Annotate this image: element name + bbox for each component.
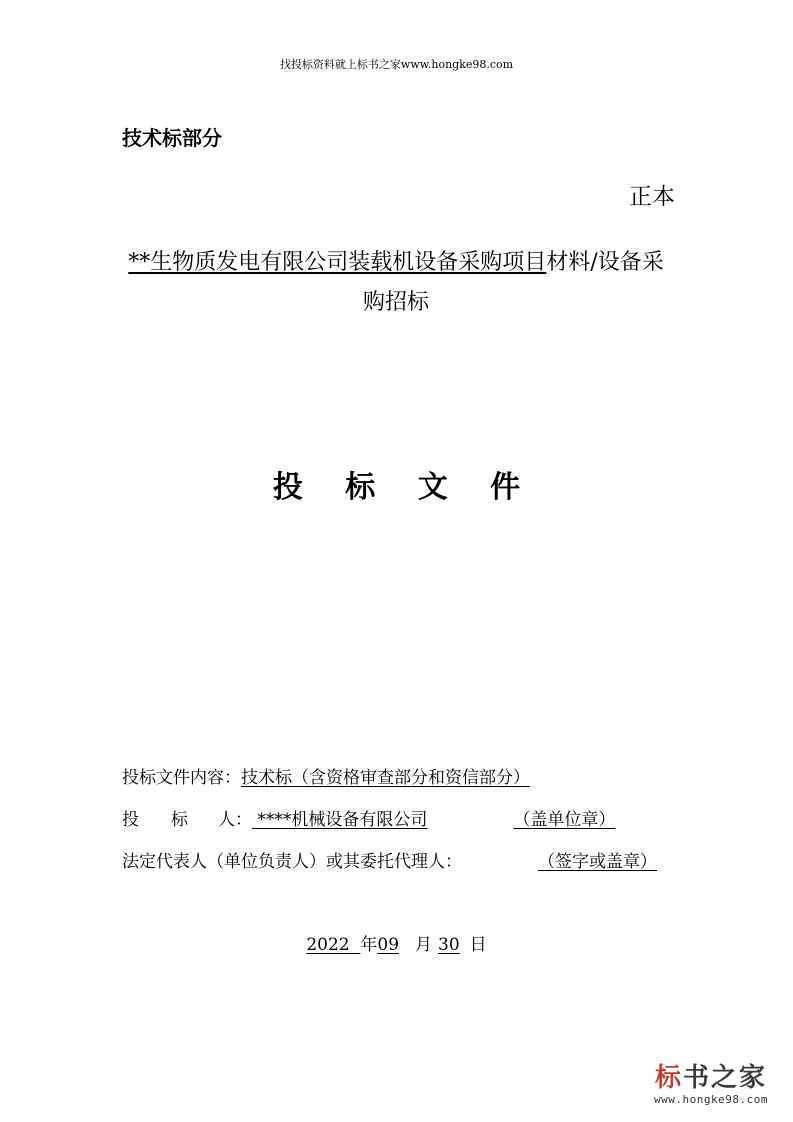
- content-label: 投标文件内容：: [122, 768, 241, 788]
- header-note: 找投标资料就上标书之家www.hongke98.com: [279, 58, 514, 71]
- content-line: [122, 763, 530, 788]
- bidder-label-3: 人：: [218, 810, 252, 830]
- date-line: [0, 930, 793, 955]
- representative-line: [122, 847, 657, 872]
- logo-url: www.hongke98.com: [654, 1093, 768, 1106]
- date-month: 09: [377, 935, 400, 955]
- bidder-seal: （盖单位章）: [513, 810, 616, 830]
- content-value: 技术标（含资格审查部分和资信部分）: [241, 768, 530, 788]
- bidder-label-2: 标: [171, 810, 188, 830]
- date-year: 2022: [306, 935, 350, 955]
- project-title: [122, 243, 670, 323]
- date-day: 30: [438, 935, 460, 955]
- representative-label: 法定代表人（单位负责人）或其委托代理人：: [122, 852, 462, 872]
- logo-text: 标书之家: [654, 1063, 768, 1093]
- site-logo: [636, 1063, 786, 1107]
- bidder-label-1: 投: [122, 810, 139, 830]
- main-title: 投 标 文 件: [272, 470, 537, 505]
- date-year-unit: 年: [360, 935, 378, 955]
- project-title-rest: 材料/设备采购招标: [362, 250, 664, 315]
- date-day-unit: 日: [469, 935, 487, 955]
- bidder-value: ****机械设备有限公司 （盖单位章）: [252, 810, 616, 830]
- representative-value: （签字或盖章）: [538, 852, 657, 872]
- bidder-line: [122, 805, 615, 830]
- project-title-underlined: **生物质发电有限公司装载机设备采购项目: [128, 250, 547, 275]
- section-label: 技术标部分: [122, 126, 222, 150]
- copy-label: 正本: [629, 184, 675, 210]
- date-month-unit: 月: [415, 935, 433, 955]
